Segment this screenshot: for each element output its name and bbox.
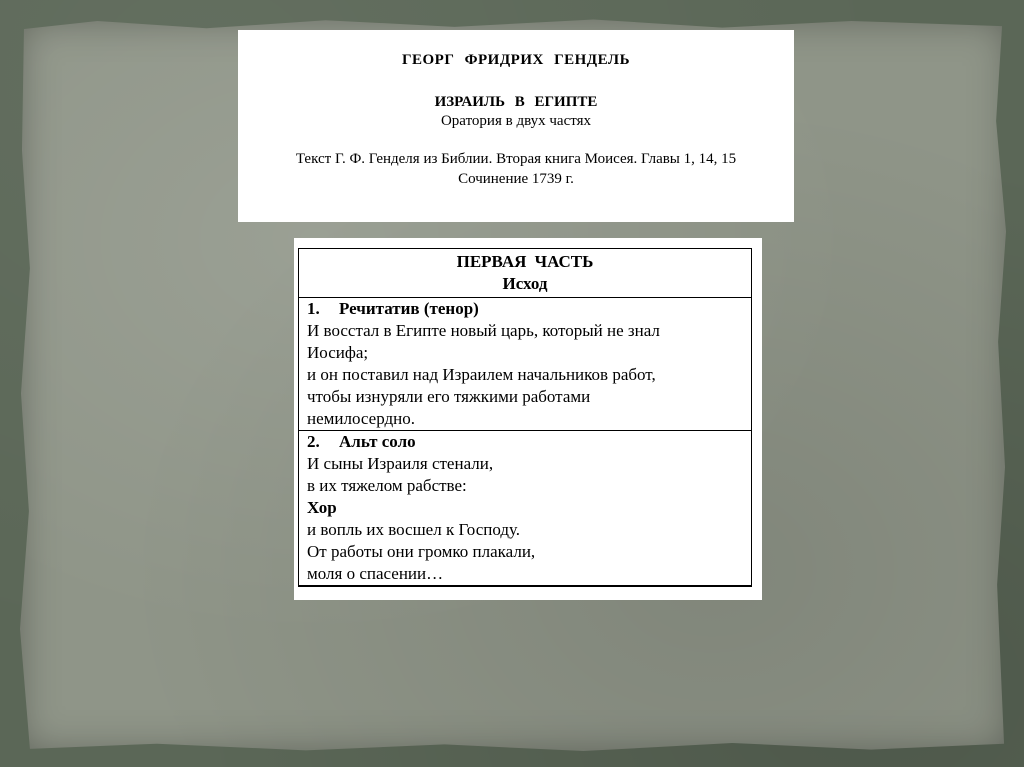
section-1: [299, 298, 751, 431]
text-line: От работы они громко плакали,: [307, 542, 536, 561]
text-line: чтобы изнуряли его тяжкими работами: [307, 387, 591, 406]
work-subtitle: Оратория в двух частях: [440, 113, 592, 129]
text-line: немилосердно.: [307, 409, 415, 428]
section-heading: Альт соло: [339, 432, 416, 451]
section-2: [299, 431, 751, 587]
text-line: и он поставил над Израилем начальников работ,: [307, 365, 656, 384]
part-subtitle: Исход: [502, 274, 548, 293]
part-header: [299, 249, 751, 298]
text-line: и вопль их восшел к Господу.: [307, 520, 521, 539]
title-card: [238, 30, 794, 222]
section-number: 1.: [307, 299, 320, 318]
libretto-table: [298, 248, 752, 587]
libretto-card: [294, 238, 762, 600]
composer-name: ГЕОРГ ФРИДРИХ ГЕНДЕЛЬ: [401, 52, 631, 68]
text-line: И сыны Израиля стенали,: [307, 454, 494, 473]
chorus-heading: Хор: [307, 498, 337, 517]
work-title: ИЗРАИЛЬ В ЕГИПТЕ: [434, 94, 598, 110]
section-heading: Речитатив (тенор): [339, 299, 479, 318]
section-number: 2.: [307, 432, 320, 451]
text-line: в их тяжелом рабстве:: [307, 476, 467, 495]
text-line: И восстал в Египте новый царь, который не знал: [307, 321, 660, 340]
composition-year: Сочинение 1739 г.: [458, 171, 574, 187]
text-line: моля о спасении…: [307, 564, 444, 583]
text-source: Текст Г. Ф. Генделя из Библии. Вторая книга Моисея. Главы 1, 14, 15: [295, 151, 737, 167]
text-line: Иосифа;: [307, 343, 369, 362]
part-title: ПЕРВАЯ ЧАСТЬ: [456, 252, 594, 271]
